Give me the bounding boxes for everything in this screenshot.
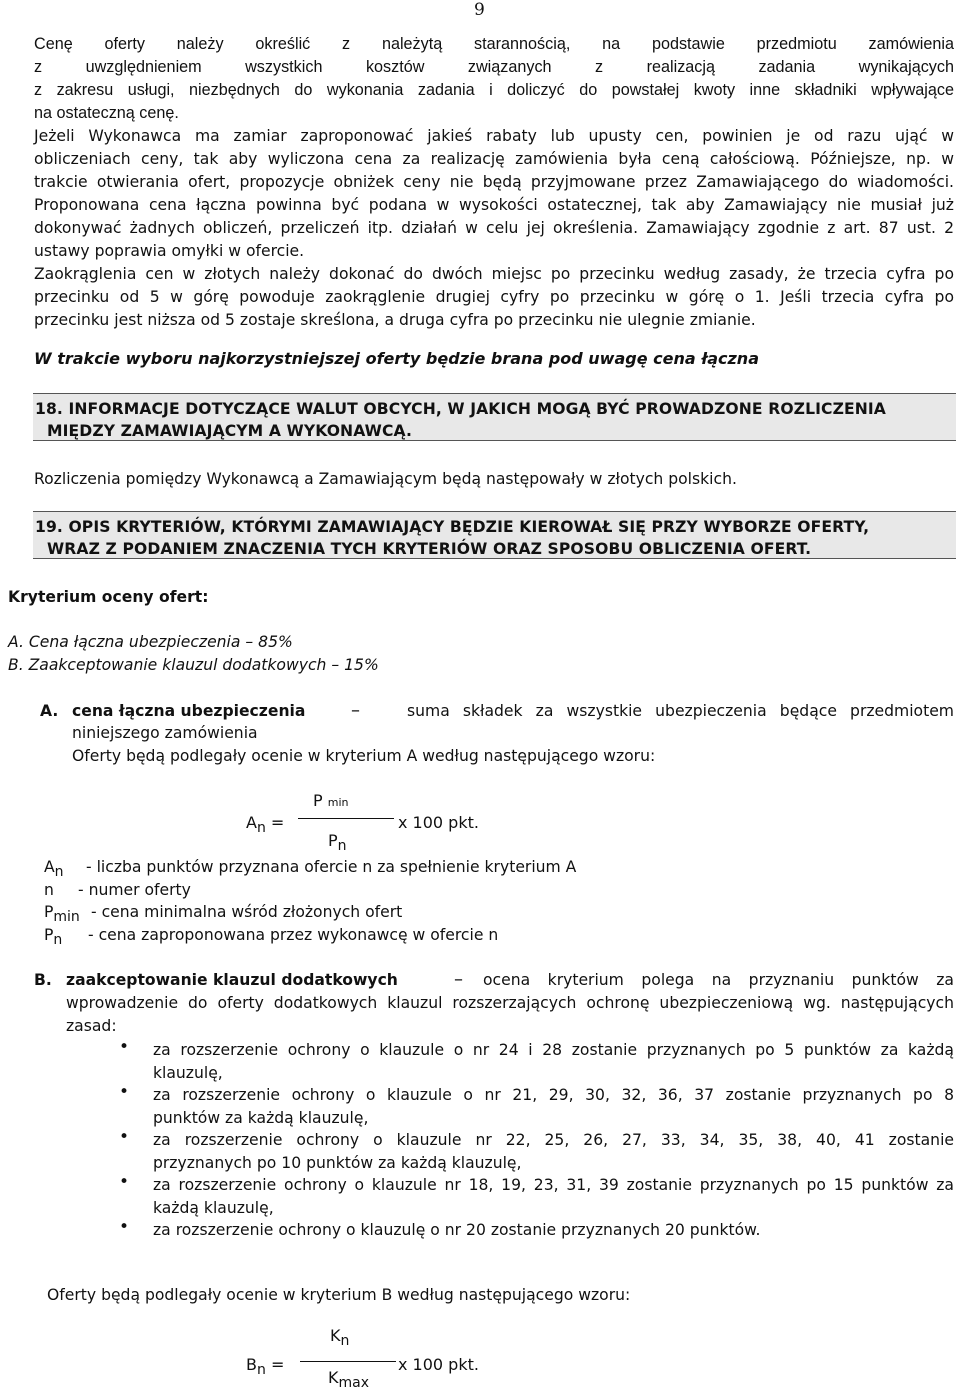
section-18-title-line2: MIĘDZY ZAMAWIAJĄCYM A WYKONAWCĄ. bbox=[47, 422, 412, 440]
text-line: Cenę oferty należy określić z należytą starannością, na podstawie przedmiotu zamówienia bbox=[34, 35, 954, 53]
text-line: dokonywać żadnych obliczeń, przeliczeń itp. działań w celu jej określenia. Zamawiający zgodnie z art. 87 ust. 2 bbox=[34, 219, 954, 237]
text-line: punktów za każdą klauzulę, bbox=[153, 1109, 369, 1127]
formula-b-fraction-bar bbox=[300, 1361, 396, 1362]
criterion-b-desc-line3: zasad: bbox=[66, 1017, 117, 1035]
legend-sub: n bbox=[53, 932, 63, 948]
bullet-item bbox=[153, 1084, 954, 1130]
formula-a-lhs-symbol: A bbox=[246, 813, 257, 832]
text-line: przecinku od 5 w górę powoduje zaokrąglenie drugiej cyfry po przecinku w górę o 1. Jeśli trzecia cyfra po bbox=[34, 288, 954, 306]
formula-b-num-symbol: K bbox=[330, 1326, 341, 1345]
bullet-icon: • bbox=[119, 1127, 130, 1147]
bullet-item bbox=[153, 1219, 954, 1242]
criterion-b-desc-line1: ocena kryterium polega na przyznaniu punktów za bbox=[483, 971, 954, 989]
legend-symbol bbox=[44, 903, 80, 925]
formula-a-fraction-bar bbox=[298, 818, 394, 819]
formula-b-num-sub: n bbox=[340, 1333, 350, 1349]
criterion-a-summary: A. Cena łączna ubezpieczenia – 85% bbox=[8, 633, 293, 651]
legend-sub: n bbox=[54, 864, 64, 880]
criterion-a-name: cena łączna ubezpieczenia bbox=[72, 702, 306, 720]
text-line: obliczeniach ceny, tak aby wyliczona cena za realizację zamówienia była ceną całościową. Późniejsze, np. w bbox=[34, 150, 954, 168]
legend-text: - numer oferty bbox=[78, 881, 191, 899]
formula-a-denominator bbox=[328, 831, 347, 854]
legend-text: - liczba punktów przyznana ofercie n za spełnienie kryterium A bbox=[86, 858, 577, 876]
legend-sym: P bbox=[44, 903, 54, 921]
legend-text: - cena minimalna wśród złożonych ofert bbox=[91, 903, 403, 921]
section-18-body: Rozliczenia pomiędzy Wykonawcą a Zamawiającym będą następowały w złotych polskich. bbox=[34, 470, 737, 488]
criterion-a-dash: – bbox=[351, 700, 360, 721]
formula-a-numerator bbox=[313, 791, 349, 810]
formula-a-lhs-sub: n bbox=[256, 820, 266, 836]
section-18-title-line1: 18. INFORMACJE DOTYCZĄCE WALUT OBCYCH, W JAKICH MOGĄ BYĆ PROWADZONE ROZLICZENIA bbox=[35, 400, 886, 418]
formula-b-equals: = bbox=[270, 1355, 285, 1374]
text-line: Zaokrąglenia cen w złotych należy dokonać do dwóch miejsc po przecinku według zasady, że trzecia cyfra po bbox=[34, 265, 954, 283]
text-line: za rozszerzenie ochrony o klauzule o nr 21, 29, 30, 32, 36, 37 zostanie przyznanych po 8 bbox=[153, 1086, 954, 1104]
bullet-item bbox=[153, 1174, 954, 1220]
criterion-b-formula-intro: Oferty będą podlegały ocenie w kryterium B według następującego wzoru: bbox=[47, 1286, 631, 1304]
formula-b-rhs: x 100 pkt. bbox=[398, 1355, 479, 1374]
legend-symbol bbox=[44, 858, 64, 880]
criterion-a-desc-line2: niniejszego zamówienia bbox=[72, 724, 258, 742]
text-line: za rozszerzenie ochrony o klauzule o nr 24 i 28 zostanie przyznanych po 5 punktów za każdą bbox=[153, 1041, 954, 1059]
text-line: na ostateczną cenę. bbox=[34, 104, 179, 122]
text-line: z uwzględnieniem wszystkich kosztów związanych z realizacją zadania wynikających bbox=[34, 58, 954, 76]
bullet-item bbox=[153, 1129, 954, 1175]
text-line: Proponowana cena łączna powinna być podana w wysokości ostatecznej, tak aby Zamawiający nie musiał już bbox=[34, 196, 954, 214]
legend-sym: P bbox=[44, 926, 54, 944]
criterion-b-dash: – bbox=[454, 969, 463, 990]
bullet-icon: • bbox=[119, 1172, 130, 1192]
legend-sym: A bbox=[44, 858, 55, 876]
text-line: przyznanych po 10 punktów za każdą klauzulę, bbox=[153, 1154, 522, 1172]
bullet-icon: • bbox=[119, 1082, 130, 1102]
formula-a-num-symbol: P bbox=[313, 791, 323, 810]
emphasis-note: W trakcie wyboru najkorzystniejszej oferty będzie brana pod uwagę cena łączna bbox=[34, 349, 759, 368]
criterion-a-label: A. bbox=[40, 702, 59, 720]
bullet-icon: • bbox=[119, 1217, 130, 1237]
section-19-title-line2: WRAZ Z PODANIEM ZNACZENIA TYCH KRYTERIÓW ORAZ SPOSOBU OBLICZENIA OFERT. bbox=[47, 540, 812, 558]
criterion-b-name: zaakceptowanie klauzul dodatkowych bbox=[66, 971, 398, 989]
text-line: ustawy poprawia omyłki w ofercie. bbox=[34, 242, 305, 260]
text-line: za rozszerzenie ochrony o klauzulę o nr 20 zostanie przyznanych 20 punktów. bbox=[153, 1221, 761, 1239]
legend-symbol: n bbox=[44, 881, 54, 899]
intro-paragraph-3 bbox=[34, 263, 954, 332]
formula-b-lhs-symbol: B bbox=[246, 1355, 257, 1374]
text-line: każdą klauzulę, bbox=[153, 1199, 274, 1217]
formula-a-num-sub: min bbox=[327, 796, 349, 809]
page-number: 9 bbox=[474, 0, 485, 20]
formula-a-den-symbol: P bbox=[328, 831, 338, 850]
criterion-b-summary: B. Zaakceptowanie klauzul dodatkowych – 15% bbox=[8, 656, 379, 674]
intro-paragraph-1 bbox=[34, 33, 954, 125]
bullet-item bbox=[153, 1039, 954, 1085]
formula-a-den-sub: n bbox=[337, 838, 347, 854]
text-line: za rozszerzenie ochrony o klauzule nr 22, 25, 26, 27, 33, 34, 35, 38, 40, 41 zostanie bbox=[153, 1131, 954, 1149]
text-line: za rozszerzenie ochrony o klauzule nr 18, 19, 23, 31, 39 zostanie przyznanych po 15 punktów za bbox=[153, 1176, 954, 1194]
criteria-heading: Kryterium oceny ofert: bbox=[8, 588, 209, 606]
formula-b-lhs bbox=[246, 1355, 285, 1378]
formula-b-numerator bbox=[330, 1326, 350, 1349]
formula-a-equals: = bbox=[270, 813, 285, 832]
criterion-a-formula-intro: Oferty będą podlegały ocenie w kryterium A według następującego wzoru: bbox=[72, 747, 656, 765]
intro-paragraph-2 bbox=[34, 125, 954, 263]
formula-b-denominator bbox=[328, 1368, 370, 1391]
formula-b-den-sub: max bbox=[338, 1375, 370, 1391]
formula-b-den-symbol: K bbox=[328, 1368, 339, 1387]
bullet-icon: • bbox=[119, 1037, 130, 1057]
legend-text: - cena zaproponowana przez wykonawcę w ofercie n bbox=[88, 926, 499, 944]
text-line: przecinku jest niższa od 5 zostaje skreślona, a druga cyfra po przecinku nie ulegnie zmianie. bbox=[34, 311, 756, 329]
text-line: z zakresu usługi, niezbędnych do wykonania zadania i doliczyć do powstałej kwoty inne składniki wpływające bbox=[34, 81, 954, 99]
formula-a-lhs bbox=[246, 813, 285, 836]
legend-sub: min bbox=[53, 909, 80, 925]
text-line: Jeżeli Wykonawca ma zamiar zaproponować jakieś rabaty lub upusty cen, powinien je od razu ująć w bbox=[34, 127, 954, 145]
criterion-b-label: B. bbox=[34, 971, 52, 989]
criterion-b-desc-line2: wprowadzenie do oferty dodatkowych klauzul rozszerzających ochronę ubezpieczeniową wg. następujących bbox=[66, 994, 954, 1012]
section-19-title-line1: 19. OPIS KRYTERIÓW, KTÓRYMI ZAMAWIAJĄCY BĘDZIE KIEROWAŁ SIĘ PRZY WYBORZE OFERTY, bbox=[35, 518, 870, 536]
text-line: klauzulę, bbox=[153, 1064, 223, 1082]
formula-b-lhs-sub: n bbox=[256, 1362, 266, 1378]
text-line: trakcie otwierania ofert, propozycje obniżek ceny nie będą przyjmowane przez Zamawiającego do wiadomości. bbox=[34, 173, 954, 191]
criterion-a-desc-line1: suma składek za wszystkie ubezpieczenia będące przedmiotem bbox=[407, 702, 954, 720]
formula-a-rhs: x 100 pkt. bbox=[398, 813, 479, 832]
legend-symbol bbox=[44, 926, 63, 948]
